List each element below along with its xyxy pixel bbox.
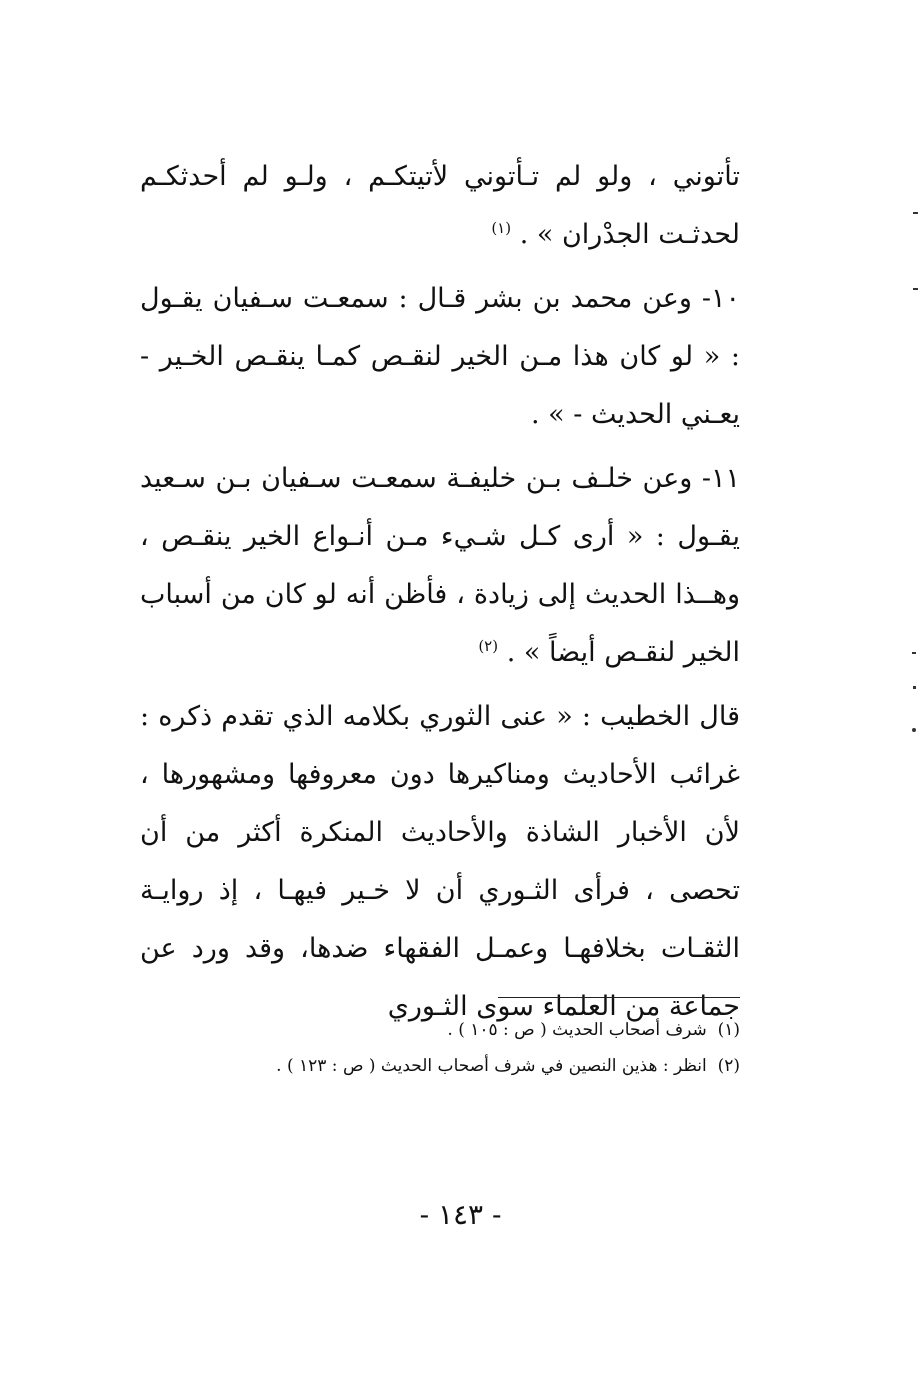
footnote-marker: (١) [491,219,512,237]
edge-mark [912,728,916,732]
footnote-number: (٢) [717,1056,740,1076]
paragraph-3 [140,450,740,682]
paragraph-1 [140,148,740,264]
footnote-text: انظر : هذين النصين في شرف أصحاب الحديث ( ص : ١٢٣ ) . [276,1056,707,1076]
footnote-number: (١) [717,1020,740,1040]
paragraph-4 [140,688,740,1036]
footnote-divider [498,997,740,998]
paragraph-text: ١٠- وعن محمد بن بشر قـال : سمعـت سـفيان يقـول : « لو كان هذا مـن الخير لنقـص كمـا ينقـص الخـير - يعـني الحديث - » . [140,283,740,430]
footnote-text: شرف أصحاب الحديث ( ص : ١٠٥ ) . [447,1020,707,1040]
main-text [140,148,740,1042]
paragraph-text: قال الخطيب : « عنى الثوري بكلامه الذي تقدم ذكره : غرائب الأحاديث ومناكيرها دون معروفها ومشهورها ، لأن الأخبار الشاذة والأحاديث المنكرة أكثر من أن تحصى ، فرأى الثـوري أن لا خـير فيهـا ، إذ روايـة الثقـات بخلافهـا وعمـل الفقهاء ضدها، وقد ورد عن جماعة من العلماء سوى الثـوري [140,701,740,1022]
edge-mark [912,652,916,654]
page-number: - ١٤٣ - [419,1198,502,1231]
footnote-2 [140,1048,740,1084]
edge-mark [913,686,916,689]
edge-mark [913,288,918,290]
edge-mark [913,212,918,214]
footnote-1 [140,1012,740,1048]
footnotes [140,1012,740,1084]
paragraph-2 [140,270,740,444]
paragraph-text: ١١- وعن خلـف بـن خليفـة سمعـت سـفيان بـن سـعيد يقـول : « أرى كـل شـيء مـن أنـواع الخير ينقـص ، وهــذا الحديث إلى زيادة ، فأظن أنه لو كان من أسباب الخير لنقـص أيضاً » . [140,463,740,668]
footnote-marker: (٢) [478,637,499,655]
paragraph-text: تأتوني ، ولو لم تـأتوني لأتيتكـم ، ولـو لم أحدثكـم لحدثـت الجدْران » . [140,161,740,250]
